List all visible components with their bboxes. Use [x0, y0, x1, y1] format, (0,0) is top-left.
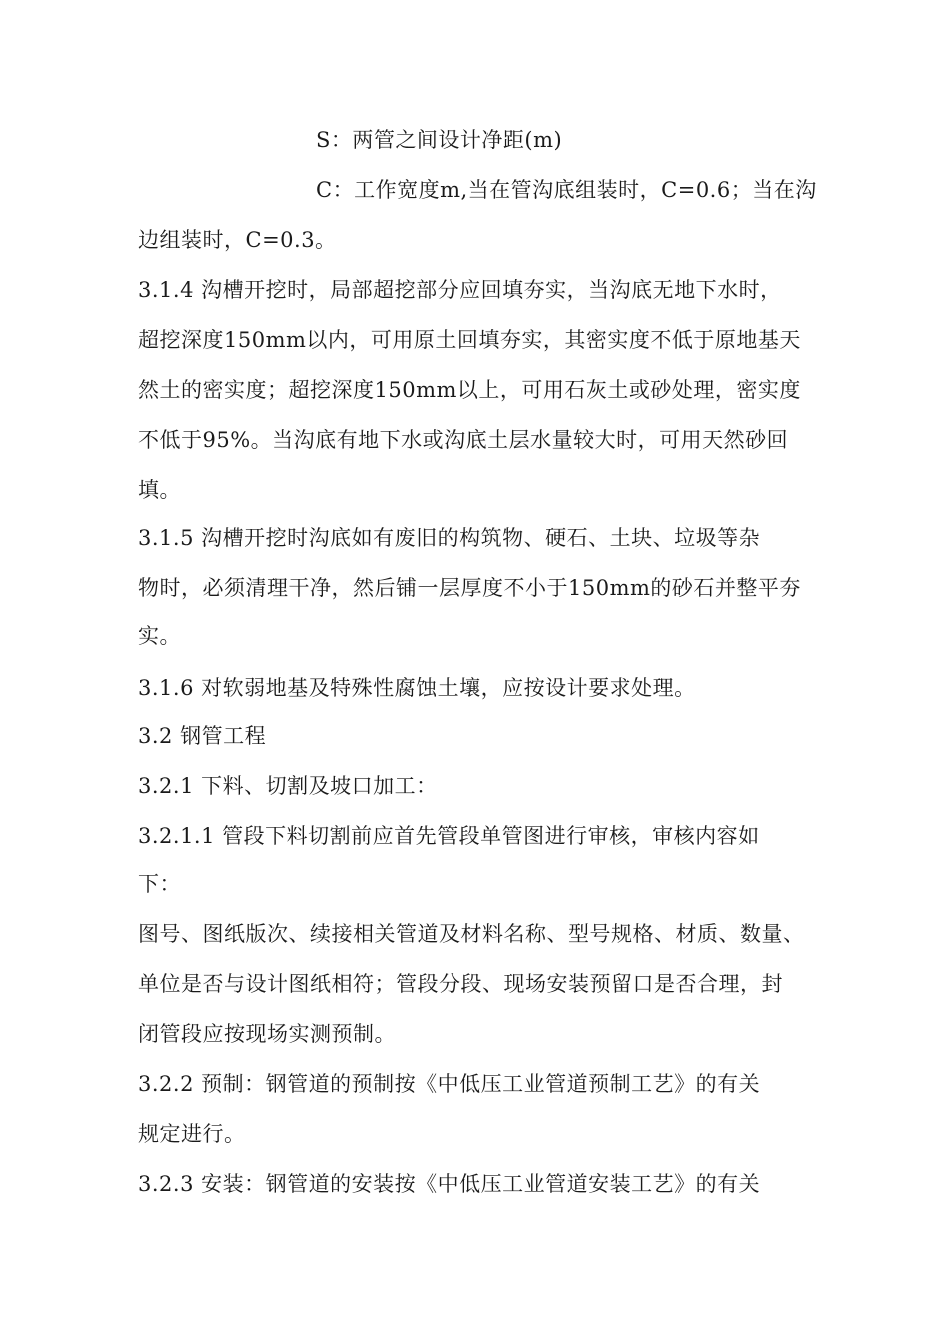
- text-line: 图号、图纸版次、续接相关管道及材料名称、型号规格、材质、数量、: [138, 922, 805, 946]
- text-line: 超挖深度150mm以内，可用原土回填夯实，其密实度不低于原地基天: [138, 328, 801, 352]
- text-line: 闭管段应按现场实测预制。: [138, 1022, 396, 1046]
- text-line: 单位是否与设计图纸相符；管段分段、现场安装预留口是否合理，封: [138, 972, 783, 996]
- text-line: 下：: [138, 872, 181, 896]
- text-line: 3.1.6 对软弱地基及特殊性腐蚀土壤，应按设计要求处理。: [138, 676, 696, 700]
- text-line: 3.1.4 沟槽开挖时，局部超挖部分应回填夯实，当沟底无地下水时，: [138, 278, 782, 302]
- text-line: 边组装时，C=0.3。: [138, 228, 337, 252]
- text-line: 3.2.3 安装：钢管道的安装按《中低压工业管道安装工艺》的有关: [138, 1172, 761, 1196]
- text-line: 3.1.5 沟槽开挖时沟底如有废旧的构筑物、硬石、土块、垃圾等杂: [138, 526, 761, 550]
- subsection-heading: 3.2.1 下料、切割及坡口加工：: [138, 774, 438, 798]
- text-line: 3.2.1.1 管段下料切割前应首先管段单管图进行审核，审核内容如: [138, 824, 760, 848]
- text-line: 填。: [138, 478, 181, 502]
- text-line: 物时，必须清理干净，然后铺一层厚度不小于150mm的砂石并整平夯: [138, 576, 801, 600]
- section-heading: 3.2 钢管工程: [138, 724, 267, 748]
- text-line: C：工作宽度m,当在管沟底组装时，C=0.6；当在沟: [316, 178, 817, 202]
- text-line: 然土的密实度；超挖深度150mm以上，可用石灰土或砂处理，密实度: [138, 378, 801, 402]
- text-line: 不低于95%。当沟底有地下水或沟底土层水量较大时，可用天然砂回: [138, 428, 789, 452]
- text-line: S：两管之间设计净距(m): [316, 128, 563, 152]
- text-line: 实。: [138, 624, 181, 648]
- text-line: 3.2.2 预制：钢管道的预制按《中低压工业管道预制工艺》的有关: [138, 1072, 761, 1096]
- text-line: 规定进行。: [138, 1122, 246, 1146]
